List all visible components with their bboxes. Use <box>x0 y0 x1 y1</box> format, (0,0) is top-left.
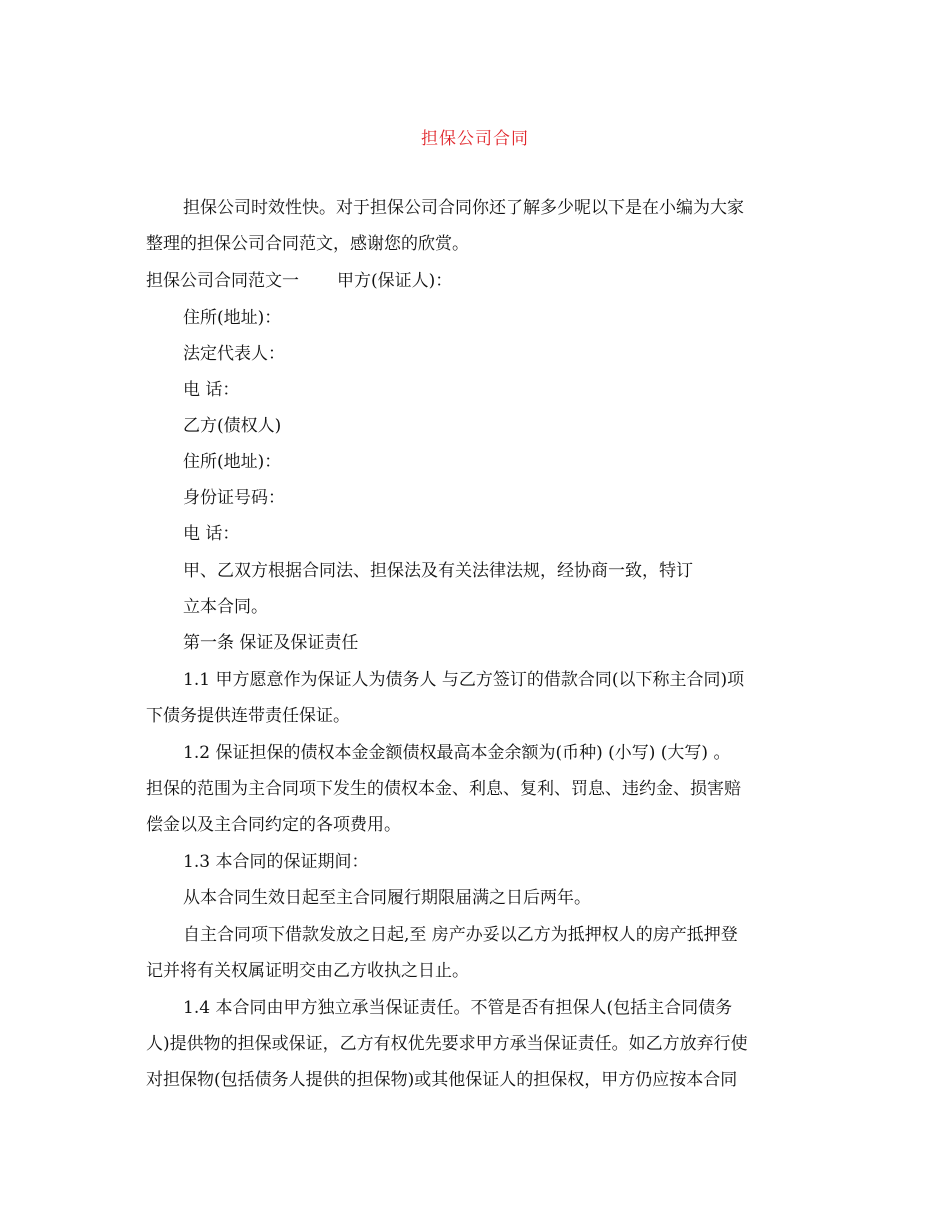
paragraph-line: 偿金以及主合同约定的各项费用。 <box>146 815 401 835</box>
paragraph-line: 担保的范围为主合同项下发生的债权本金、利息、复利、罚息、违约金、损害赔 <box>146 779 741 799</box>
party-a-label: 甲方(保证人)： <box>337 271 453 291</box>
paragraph-line: 担保公司时效性快。对于担保公司合同你还了解多少呢以下是在小编为大家 <box>183 198 744 218</box>
paragraph-line: 立本合同。 <box>183 597 268 617</box>
paragraph-line: 身份证号码： <box>183 488 285 508</box>
paragraph-line: 1.4 本合同由甲方独立承当保证责任。不管是否有担保人(包括主合同债务 <box>183 998 733 1018</box>
paragraph-line: 从本合同生效日起至主合同履行期限届满之日后两年。 <box>183 888 591 908</box>
paragraph-line: 对担保物(包括债务人提供的担保物)或其他保证人的担保权，甲方仍应按本合同 <box>146 1070 738 1090</box>
paragraph-line: 1.2 保证担保的债权本金金额债权最高本金余额为(币种) (小写) (大写) 。 <box>183 743 731 763</box>
paragraph-line: 自主合同项下借款发放之日起,至 房产办妥以乙方为抵押权人的房产抵押登 <box>183 925 738 945</box>
paragraph-line: 1.1 甲方愿意作为保证人为债务人 与乙方签订的借款合同(以下称主合同)项 <box>183 670 745 690</box>
paragraph-line: 乙方(债权人) <box>183 416 282 436</box>
paragraph-line: 1.3 本合同的保证期间： <box>183 852 369 872</box>
section-heading: 担保公司合同范文一 <box>146 271 299 291</box>
paragraph-line: 法定代表人： <box>183 344 285 364</box>
paragraph-line <box>146 270 452 292</box>
paragraph-line: 住所(地址)： <box>183 308 282 328</box>
paragraph-line: 电 话： <box>183 380 240 400</box>
paragraph-line: 记并将有关权属证明交由乙方收执之日止。 <box>146 961 469 981</box>
paragraph-line: 住所(地址)： <box>183 452 282 472</box>
paragraph-line: 人)提供物的担保或保证，乙方有权优先要求甲方承当保证责任。如乙方放弃行使 <box>146 1034 748 1054</box>
paragraph-line: 甲、乙双方根据合同法、担保法及有关法律法规，经协商一致，特订 <box>183 561 693 581</box>
paragraph-line: 电 话： <box>183 524 240 544</box>
document-title: 担保公司合同 <box>421 129 529 149</box>
paragraph-line: 下债务提供连带责任保证。 <box>146 706 350 726</box>
paragraph-line: 整理的担保公司合同范文，感谢您的欣赏。 <box>146 234 469 254</box>
paragraph-line: 第一条 保证及保证责任 <box>183 633 359 653</box>
